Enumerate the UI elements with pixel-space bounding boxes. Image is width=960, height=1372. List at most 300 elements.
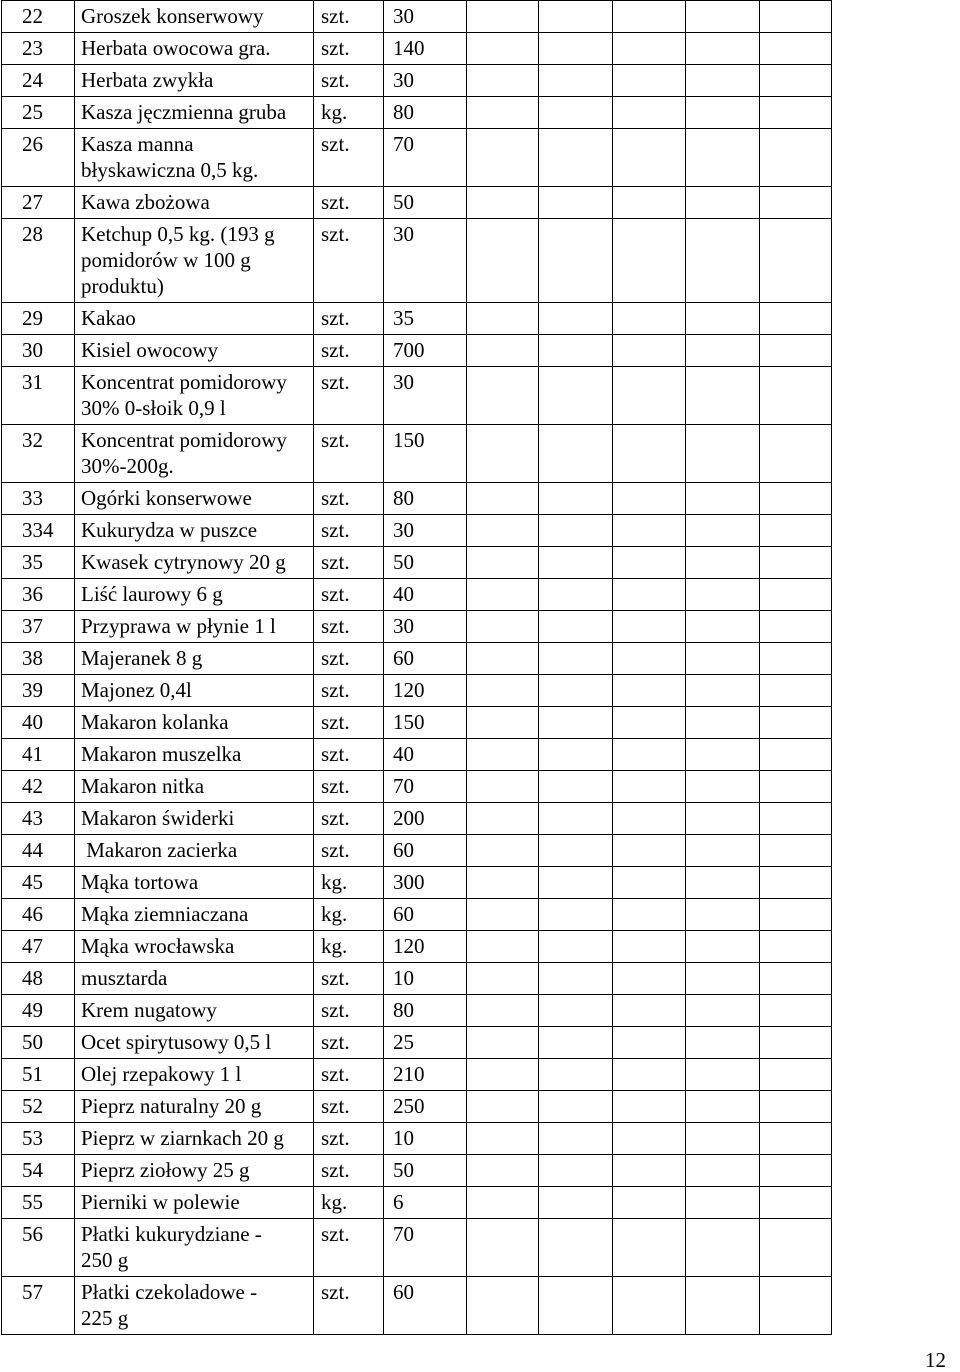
empty-cell (539, 867, 613, 899)
empty-cell (467, 899, 539, 931)
empty-cell (613, 995, 686, 1027)
empty-cell (686, 1, 760, 33)
empty-cell (686, 303, 760, 335)
empty-cell (467, 643, 539, 675)
unit-cell: szt. (314, 1, 384, 33)
product-name-cell: Makaron muszelka (75, 739, 314, 771)
product-name-cell: Majonez 0,4l (75, 675, 314, 707)
unit-cell: szt. (314, 65, 384, 97)
unit-cell: szt. (314, 33, 384, 65)
quantity-cell: 30 (384, 515, 467, 547)
table-row (2, 1123, 832, 1155)
product-name-cell: Kakao (75, 303, 314, 335)
empty-cell (613, 303, 686, 335)
empty-cell (539, 547, 613, 579)
product-name-cell: Pieprz ziołowy 25 g (75, 1155, 314, 1187)
empty-cell (760, 425, 832, 483)
row-number-cell: 50 (2, 1027, 75, 1059)
empty-cell (539, 1187, 613, 1219)
row-number-cell: 48 (2, 963, 75, 995)
row-number-cell: 52 (2, 1091, 75, 1123)
table-row (2, 1059, 832, 1091)
unit-cell: szt. (314, 1155, 384, 1187)
unit-cell: szt. (314, 643, 384, 675)
quantity-cell: 250 (384, 1091, 467, 1123)
empty-cell (760, 707, 832, 739)
empty-cell (539, 367, 613, 425)
unit-cell: szt. (314, 835, 384, 867)
empty-cell (467, 707, 539, 739)
empty-cell (760, 483, 832, 515)
quantity-cell: 80 (384, 995, 467, 1027)
empty-cell (539, 1155, 613, 1187)
unit-cell: szt. (314, 803, 384, 835)
empty-cell (539, 1027, 613, 1059)
product-name-cell: Mąka ziemniaczana (75, 899, 314, 931)
table-row (2, 579, 832, 611)
empty-cell (686, 739, 760, 771)
empty-cell (760, 1091, 832, 1123)
product-name-cell: Ogórki konserwowe (75, 483, 314, 515)
empty-cell (760, 611, 832, 643)
empty-cell (613, 643, 686, 675)
empty-cell (686, 1091, 760, 1123)
unit-cell: szt. (314, 739, 384, 771)
empty-cell (760, 931, 832, 963)
quantity-cell: 35 (384, 303, 467, 335)
empty-cell (613, 707, 686, 739)
empty-cell (760, 675, 832, 707)
unit-cell: szt. (314, 187, 384, 219)
empty-cell (760, 547, 832, 579)
empty-cell (467, 675, 539, 707)
empty-cell (539, 643, 613, 675)
empty-cell (539, 771, 613, 803)
product-name-cell: Kawa zbożowa (75, 187, 314, 219)
quantity-cell: 70 (384, 1219, 467, 1277)
empty-cell (539, 963, 613, 995)
row-number-cell: 32 (2, 425, 75, 483)
empty-cell (760, 1155, 832, 1187)
row-number-cell: 47 (2, 931, 75, 963)
quantity-cell: 300 (384, 867, 467, 899)
empty-cell (613, 1155, 686, 1187)
table-row (2, 547, 832, 579)
empty-cell (467, 771, 539, 803)
table-row (2, 771, 832, 803)
row-number-cell: 39 (2, 675, 75, 707)
product-table-body (2, 1, 832, 1335)
empty-cell (760, 515, 832, 547)
empty-cell (539, 579, 613, 611)
empty-cell (467, 303, 539, 335)
empty-cell (613, 219, 686, 303)
empty-cell (686, 97, 760, 129)
unit-cell: szt. (314, 1219, 384, 1277)
row-number-cell: 42 (2, 771, 75, 803)
empty-cell (686, 335, 760, 367)
unit-cell: kg. (314, 1187, 384, 1219)
row-number-cell: 43 (2, 803, 75, 835)
row-number-cell: 51 (2, 1059, 75, 1091)
row-number-cell: 55 (2, 1187, 75, 1219)
empty-cell (467, 1187, 539, 1219)
quantity-cell: 200 (384, 803, 467, 835)
empty-cell (539, 515, 613, 547)
table-row (2, 931, 832, 963)
empty-cell (686, 995, 760, 1027)
empty-cell (613, 611, 686, 643)
product-name-cell: Koncentrat pomidorowy 30%-200g. (75, 425, 314, 483)
unit-cell: szt. (314, 1091, 384, 1123)
row-number-cell: 22 (2, 1, 75, 33)
empty-cell (467, 867, 539, 899)
empty-cell (686, 515, 760, 547)
unit-cell: szt. (314, 1277, 384, 1335)
product-name-cell: Makaron nitka (75, 771, 314, 803)
empty-cell (467, 1, 539, 33)
empty-cell (539, 1091, 613, 1123)
empty-cell (613, 867, 686, 899)
empty-cell (539, 1277, 613, 1335)
empty-cell (613, 65, 686, 97)
quantity-cell: 70 (384, 771, 467, 803)
product-table (1, 0, 832, 1335)
quantity-cell: 30 (384, 65, 467, 97)
table-row (2, 97, 832, 129)
empty-cell (760, 579, 832, 611)
table-row (2, 33, 832, 65)
empty-cell (539, 931, 613, 963)
empty-cell (686, 899, 760, 931)
table-row (2, 1027, 832, 1059)
row-number-cell: 57 (2, 1277, 75, 1335)
empty-cell (613, 899, 686, 931)
empty-cell (539, 335, 613, 367)
empty-cell (467, 219, 539, 303)
product-name-cell: Krem nugatowy (75, 995, 314, 1027)
row-number-cell: 25 (2, 97, 75, 129)
unit-cell: kg. (314, 97, 384, 129)
unit-cell: szt. (314, 425, 384, 483)
empty-cell (467, 835, 539, 867)
empty-cell (760, 219, 832, 303)
product-name-cell: Płatki kukurydziane - 250 g (75, 1219, 314, 1277)
row-number-cell: 24 (2, 65, 75, 97)
unit-cell: szt. (314, 129, 384, 187)
empty-cell (467, 579, 539, 611)
table-row (2, 867, 832, 899)
empty-cell (760, 1219, 832, 1277)
empty-cell (686, 675, 760, 707)
empty-cell (613, 335, 686, 367)
empty-cell (467, 931, 539, 963)
empty-cell (539, 675, 613, 707)
empty-cell (467, 611, 539, 643)
empty-cell (539, 1219, 613, 1277)
page-number: 12 (925, 1348, 946, 1372)
empty-cell (760, 1059, 832, 1091)
empty-cell (467, 1219, 539, 1277)
row-number-cell: 26 (2, 129, 75, 187)
unit-cell: kg. (314, 867, 384, 899)
empty-cell (686, 867, 760, 899)
empty-cell (467, 1277, 539, 1335)
table-row (2, 899, 832, 931)
product-name-cell: Herbata owocowa gra. (75, 33, 314, 65)
product-name-cell: Przyprawa w płynie 1 l (75, 611, 314, 643)
table-row (2, 1277, 832, 1335)
product-name-cell: Herbata zwykła (75, 65, 314, 97)
product-name-cell: Liść laurowy 6 g (75, 579, 314, 611)
empty-cell (467, 1091, 539, 1123)
quantity-cell: 140 (384, 33, 467, 65)
empty-cell (686, 643, 760, 675)
unit-cell: szt. (314, 995, 384, 1027)
product-name-cell: Groszek konserwowy (75, 1, 314, 33)
product-name-cell: Kasza manna błyskawiczna 0,5 kg. (75, 129, 314, 187)
quantity-cell: 30 (384, 219, 467, 303)
empty-cell (539, 219, 613, 303)
table-row (2, 611, 832, 643)
empty-cell (686, 425, 760, 483)
empty-cell (467, 1123, 539, 1155)
empty-cell (760, 803, 832, 835)
empty-cell (613, 963, 686, 995)
empty-cell (539, 611, 613, 643)
empty-cell (686, 33, 760, 65)
empty-cell (539, 1, 613, 33)
unit-cell: szt. (314, 611, 384, 643)
empty-cell (467, 335, 539, 367)
unit-cell: szt. (314, 1027, 384, 1059)
empty-cell (613, 1091, 686, 1123)
table-row (2, 65, 832, 97)
unit-cell: szt. (314, 367, 384, 425)
unit-cell: szt. (314, 547, 384, 579)
empty-cell (686, 187, 760, 219)
unit-cell: kg. (314, 931, 384, 963)
empty-cell (760, 1123, 832, 1155)
table-row (2, 1155, 832, 1187)
table-row (2, 187, 832, 219)
empty-cell (760, 97, 832, 129)
product-name-cell: Koncentrat pomidorowy 30% 0-słoik 0,9 l (75, 367, 314, 425)
row-number-cell: 40 (2, 707, 75, 739)
product-name-cell: Kasza jęczmienna gruba (75, 97, 314, 129)
empty-cell (760, 1187, 832, 1219)
empty-cell (539, 33, 613, 65)
empty-cell (686, 835, 760, 867)
empty-cell (613, 483, 686, 515)
empty-cell (539, 97, 613, 129)
product-name-cell: Kwasek cytrynowy 20 g (75, 547, 314, 579)
empty-cell (467, 129, 539, 187)
table-row (2, 303, 832, 335)
empty-cell (613, 515, 686, 547)
empty-cell (760, 995, 832, 1027)
empty-cell (760, 1277, 832, 1335)
row-number-cell: 49 (2, 995, 75, 1027)
empty-cell (467, 1155, 539, 1187)
empty-cell (613, 129, 686, 187)
table-row (2, 515, 832, 547)
empty-cell (686, 803, 760, 835)
empty-cell (613, 1123, 686, 1155)
row-number-cell: 44 (2, 835, 75, 867)
empty-cell (467, 483, 539, 515)
product-name-cell: Kisiel owocowy (75, 335, 314, 367)
empty-cell (539, 707, 613, 739)
row-number-cell: 33 (2, 483, 75, 515)
empty-cell (613, 547, 686, 579)
empty-cell (686, 771, 760, 803)
table-row (2, 675, 832, 707)
table-row (2, 707, 832, 739)
unit-cell: szt. (314, 1059, 384, 1091)
product-name-cell: Makaron zacierka (75, 835, 314, 867)
product-name-cell: Makaron kolanka (75, 707, 314, 739)
empty-cell (613, 835, 686, 867)
table-row (2, 483, 832, 515)
empty-cell (613, 97, 686, 129)
empty-cell (760, 1, 832, 33)
unit-cell: szt. (314, 219, 384, 303)
empty-cell (539, 425, 613, 483)
unit-cell: szt. (314, 1123, 384, 1155)
unit-cell: szt. (314, 303, 384, 335)
quantity-cell: 70 (384, 129, 467, 187)
empty-cell (760, 335, 832, 367)
unit-cell: szt. (314, 335, 384, 367)
quantity-cell: 120 (384, 931, 467, 963)
quantity-cell: 700 (384, 335, 467, 367)
empty-cell (686, 483, 760, 515)
quantity-cell: 6 (384, 1187, 467, 1219)
empty-cell (467, 367, 539, 425)
row-number-cell: 46 (2, 899, 75, 931)
quantity-cell: 150 (384, 425, 467, 483)
empty-cell (539, 835, 613, 867)
empty-cell (686, 707, 760, 739)
empty-cell (686, 1187, 760, 1219)
row-number-cell: 31 (2, 367, 75, 425)
quantity-cell: 30 (384, 611, 467, 643)
empty-cell (686, 611, 760, 643)
empty-cell (467, 97, 539, 129)
row-number-cell: 36 (2, 579, 75, 611)
empty-cell (760, 129, 832, 187)
unit-cell: kg. (314, 899, 384, 931)
product-name-cell: Mąka tortowa (75, 867, 314, 899)
empty-cell (686, 963, 760, 995)
table-row (2, 963, 832, 995)
quantity-cell: 10 (384, 963, 467, 995)
quantity-cell: 30 (384, 1, 467, 33)
unit-cell: szt. (314, 483, 384, 515)
empty-cell (760, 963, 832, 995)
empty-cell (760, 303, 832, 335)
empty-cell (613, 187, 686, 219)
empty-cell (467, 963, 539, 995)
quantity-cell: 40 (384, 579, 467, 611)
row-number-cell: 29 (2, 303, 75, 335)
empty-cell (539, 739, 613, 771)
empty-cell (467, 187, 539, 219)
empty-cell (467, 995, 539, 1027)
empty-cell (760, 367, 832, 425)
empty-cell (467, 803, 539, 835)
product-name-cell: Olej rzepakowy 1 l (75, 1059, 314, 1091)
empty-cell (467, 33, 539, 65)
empty-cell (760, 33, 832, 65)
product-name-cell: Pieprz w ziarnkach 20 g (75, 1123, 314, 1155)
quantity-cell: 50 (384, 547, 467, 579)
empty-cell (760, 1027, 832, 1059)
empty-cell (613, 771, 686, 803)
product-name-cell: musztarda (75, 963, 314, 995)
row-number-cell: 37 (2, 611, 75, 643)
empty-cell (539, 65, 613, 97)
quantity-cell: 50 (384, 187, 467, 219)
quantity-cell: 60 (384, 1277, 467, 1335)
product-name-cell: Majeranek 8 g (75, 643, 314, 675)
quantity-cell: 50 (384, 1155, 467, 1187)
empty-cell (686, 1123, 760, 1155)
row-number-cell: 28 (2, 219, 75, 303)
empty-cell (686, 1219, 760, 1277)
row-number-cell: 27 (2, 187, 75, 219)
empty-cell (760, 65, 832, 97)
quantity-cell: 80 (384, 97, 467, 129)
empty-cell (467, 1059, 539, 1091)
empty-cell (760, 835, 832, 867)
empty-cell (539, 995, 613, 1027)
row-number-cell: 30 (2, 335, 75, 367)
empty-cell (760, 643, 832, 675)
empty-cell (613, 1027, 686, 1059)
empty-cell (539, 899, 613, 931)
empty-cell (686, 65, 760, 97)
row-number-cell: 23 (2, 33, 75, 65)
row-number-cell: 334 (2, 515, 75, 547)
table-row (2, 129, 832, 187)
empty-cell (467, 547, 539, 579)
empty-cell (686, 219, 760, 303)
product-name-cell: Ketchup 0,5 kg. (193 g pomidorów w 100 g produktu) (75, 219, 314, 303)
unit-cell: szt. (314, 515, 384, 547)
row-number-cell: 54 (2, 1155, 75, 1187)
table-row (2, 995, 832, 1027)
product-name-cell: Płatki czekoladowe - 225 g (75, 1277, 314, 1335)
empty-cell (686, 547, 760, 579)
empty-cell (467, 1027, 539, 1059)
empty-cell (760, 899, 832, 931)
empty-cell (539, 1059, 613, 1091)
empty-cell (686, 1059, 760, 1091)
empty-cell (760, 739, 832, 771)
row-number-cell: 56 (2, 1219, 75, 1277)
empty-cell (613, 931, 686, 963)
empty-cell (613, 739, 686, 771)
empty-cell (613, 1277, 686, 1335)
quantity-cell: 210 (384, 1059, 467, 1091)
empty-cell (686, 367, 760, 425)
empty-cell (613, 579, 686, 611)
row-number-cell: 45 (2, 867, 75, 899)
product-name-cell: Makaron świderki (75, 803, 314, 835)
empty-cell (539, 803, 613, 835)
